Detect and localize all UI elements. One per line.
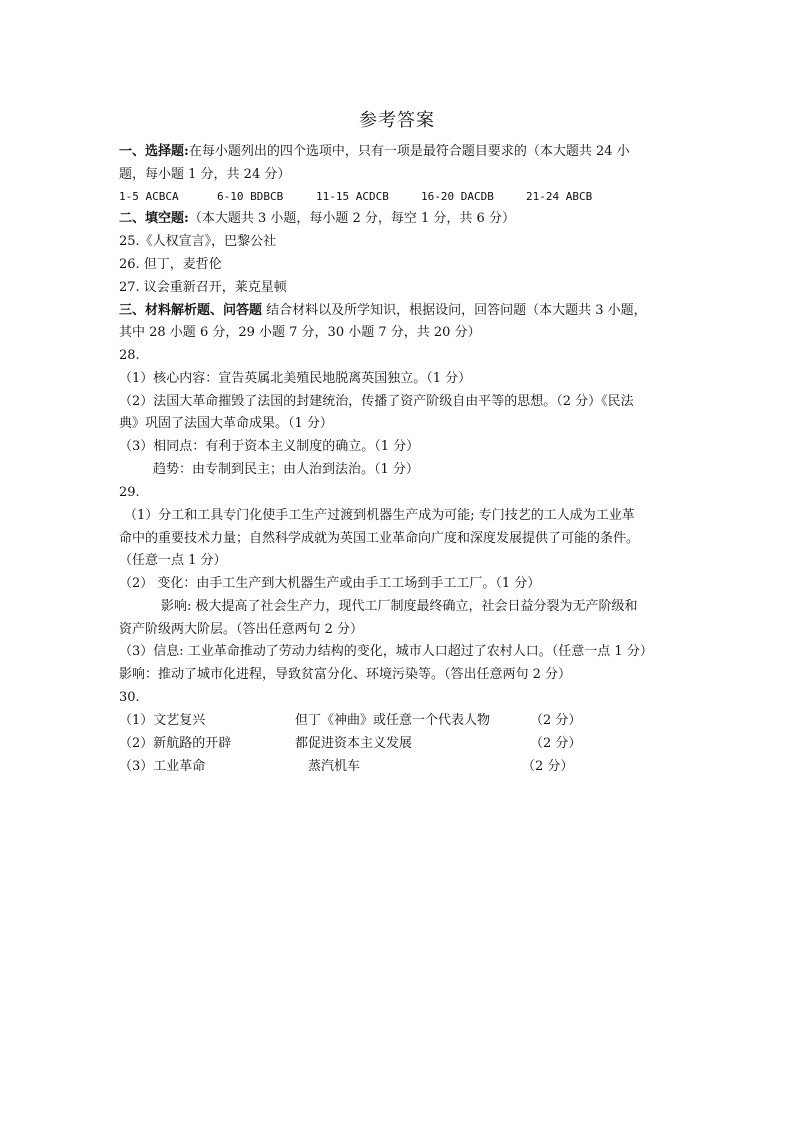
answer-27: 27. 议会重新召开，莱克星顿 (119, 280, 287, 295)
q30-row-2-answer: 都促进资本主义发展 (295, 736, 413, 751)
q30-row-2-score: （2 分） (530, 736, 582, 751)
section3-line1 (119, 300, 647, 322)
q30-row-1-answer: 但丁《神曲》或任意一个代表人物 (295, 713, 491, 728)
q30-row-2-label: （2）新航路的开辟 (119, 736, 232, 751)
q30-row-3-label: （3）工业革命 (119, 759, 206, 774)
q30-row-3-answer: 蒸汽机车 (308, 759, 361, 774)
q29-line-1: （1）分工和工具专门化使手工生产过渡到机器生产成为可能; 专门技艺的工人成为工业革 (124, 508, 635, 523)
q29-number: 29. (119, 485, 140, 500)
q29-line-3: （任意一点 1 分） (119, 553, 227, 568)
page-title: 参考答案 (359, 110, 435, 131)
q30-row-3-score: （2 分） (522, 759, 574, 774)
section1-line1 (119, 141, 630, 163)
q29-line-2: 命中的重要技术力量；自然科学成就为英国工业革命向广度和深度发展提供了可能的条件。 (119, 531, 640, 546)
section1-heading: 一、选择题: (119, 144, 189, 159)
answers-21-24: 21-24 ABCB (526, 190, 593, 203)
q30-row-1-score: （2 分） (530, 713, 582, 728)
answers-16-20: 16-20 DACDB (421, 190, 494, 203)
answers-6-10: 6-10 BDBCB (217, 190, 284, 203)
q28-line-2: （2）法国大革命摧毁了法国的封建统治，传播了资产阶级自由平等的思想。（2 分）《民法 (119, 394, 634, 409)
q29-line-5: 影响: 极大提高了社会生产力，现代工厂制度最终确立，社会日益分裂为无产阶级和 (161, 599, 638, 614)
q28-line-1: （1）核心内容：宣告英属北美殖民地脱离英国独立。（1 分） (119, 371, 472, 386)
q29-line-7: （3）信息: 工业革命推动了劳动力结构的变化，城市人口超过了农村人口。（任意一点 1 分） (119, 644, 653, 659)
section1-text-1: 在每小题列出的四个选项中，只有一项是最符合题目要求的（本大题共 24 小 (188, 144, 630, 159)
q28-number: 28. (119, 348, 140, 363)
section3-text-1: 结合材料以及所学知识，根据设问，回答问题（本大题共 3 小题， (262, 303, 647, 318)
q29-line-6: 资产阶级两大阶层。（答出任意两句 2 分） (119, 622, 364, 637)
choice-answers (119, 186, 592, 208)
section3-heading: 三、材料解析题、问答题 (119, 303, 263, 318)
q29-line-4: （2） 变化：由手工生产到大机器生产或由手工工场到手工工厂。（1 分） (119, 576, 541, 591)
answer-26: 26. 但丁，麦哲伦 (119, 257, 222, 272)
section2-line (119, 208, 515, 230)
q28-line-5: 趋势：由专制到民主；由人治到法治。（1 分） (153, 462, 419, 477)
answer-25: 25.《人权宣言》，巴黎公社 (119, 234, 277, 249)
section2-heading: 二、填空题: (119, 211, 189, 226)
section2-text: （本大题共 3 小题，每小题 2 分，每空 1 分，共 6 分） (188, 211, 515, 226)
q30-number: 30. (119, 690, 140, 705)
answers-11-15: 11-15 ACDCB (316, 190, 389, 203)
q28-line-3: 典》巩固了法国大革命成果。（1 分） (119, 416, 333, 431)
q28-line-4: （3）相同点：有利于资本主义制度的确立。（1 分） (119, 439, 420, 454)
q30-row-1-label: （1）文艺复兴 (119, 713, 206, 728)
section3-text-2: 其中 28 小题 6 分，29 小题 7 分，30 小题 7 分，共 20 分） (119, 325, 481, 340)
q29-line-8: 影响：推动了城市化进程，导致贫富分化、环境污染等。（答出任意两句 2 分） (119, 667, 572, 682)
section1-text-2: 题，每小题 1 分，共 24 分） (119, 167, 291, 182)
answers-1-5: 1-5 ACBCA (119, 190, 179, 203)
